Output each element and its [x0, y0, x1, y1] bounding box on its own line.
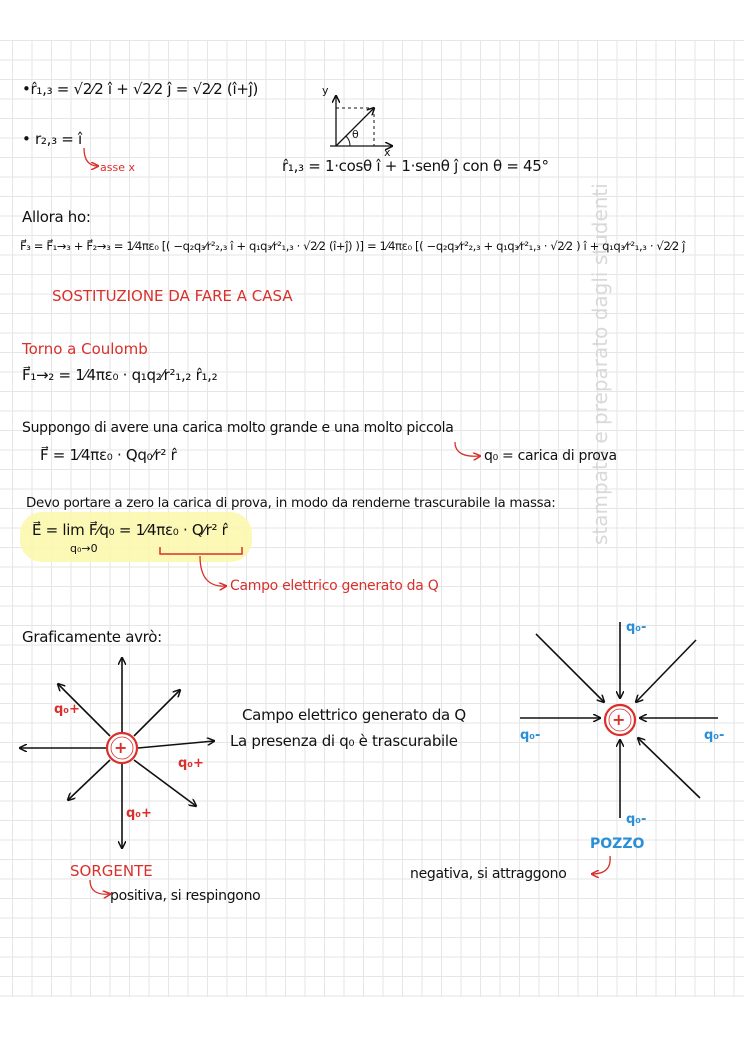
unit-vector-r23-line: • r₂,₃ = î: [22, 130, 82, 148]
force-sum-equation: F⃗₃ = F⃗₁→₃ + F⃗₂→₃ = 1⁄4πε₀ [( −q₂q₃⁄r²₂,₃ î + q₁q₃⁄r²₁,₃ · √2⁄2 (î+ĵ) )] = 1⁄4πε₀ [( −q₂q₃⁄r²₂,₃ + q₁q₃⁄r²₁,₃ · √2⁄2 ) î + q₁q₃⁄r²₁,₃ · √2⁄2 ĵ: [20, 239, 685, 253]
hook-arrow-sink: [592, 856, 610, 874]
source-center-sign: +: [114, 738, 128, 757]
sink-label-top: q₀-: [626, 620, 647, 635]
hook-arrow-field: [200, 556, 226, 586]
section-coulomb-title: Torno a Coulomb: [22, 340, 148, 358]
hook-arrow-axis: [84, 148, 98, 166]
watermark: stampato e preparato dagli studenti: [588, 183, 612, 545]
unit-vector-r13-line: •r̂₁,₃ = √2⁄2 î + √2⁄2 ĵ = √2⁄2 (î+ĵ): [22, 80, 259, 98]
source-description: positiva, si respingono: [110, 888, 261, 904]
axis-x-label: x: [384, 146, 391, 159]
test-charge-label-3: q₀+: [126, 806, 152, 821]
force-test-charge-equation: F⃗ = 1⁄4πε₀ · Qq₀⁄r² r̂: [40, 446, 177, 464]
sink-title: POZZO: [590, 836, 645, 852]
source-label: SORGENTE: [70, 862, 153, 880]
sink-label-left: q₀-: [520, 728, 541, 743]
sink-description: negativa, si attraggono: [410, 866, 567, 882]
zero-test-charge-line: Devo portare a zero la carica di prova, in modo da renderne trascurabile la massa:: [26, 496, 556, 511]
coulomb-law-equation: F⃗₁→₂ = 1⁄4πε₀ · q₁q₂⁄r²₁,₂ r̂₁,₂: [22, 366, 218, 384]
axis-note: asse x: [100, 161, 135, 174]
field-generated-note: Campo elettrico generato da Q: [230, 578, 439, 594]
field-caption-line1: Campo elettrico generato da Q: [242, 706, 466, 724]
electric-field-definition: E⃗ = lim F⃗⁄q₀ = 1⁄4πε₀ · Q⁄r² r̂: [32, 521, 228, 539]
hook-arrow-source: [90, 880, 110, 894]
test-charge-label-2: q₀+: [178, 756, 204, 771]
angle-label: θ: [352, 128, 359, 141]
limit-subscript: q₀→0: [70, 542, 98, 555]
axis-y-label: y: [322, 84, 329, 97]
sink-label-right: q₀-: [704, 728, 725, 743]
homework-note: SOSTITUZIONE DA FARE A CASA: [52, 287, 293, 305]
test-charge-label-1: q₀+: [54, 702, 80, 717]
sink-center-sign: +: [612, 710, 626, 729]
test-charge-definition: q₀ = carica di prova: [484, 448, 617, 464]
r13-components-line: r̂₁,₃ = 1·cosθ î + 1·senθ ĵ con θ = 45°: [282, 157, 549, 175]
allora-ho-line: Allora ho:: [22, 208, 91, 226]
sink-label-bottom: q₀-: [626, 812, 647, 827]
graphically-line: Graficamente avrò:: [22, 628, 162, 646]
small-axes-diagram: [330, 96, 392, 146]
hook-arrow-test-charge: [455, 442, 480, 456]
field-caption-line2: La presenza di q₀ è trascurabile: [230, 732, 458, 750]
big-small-charge-line: Suppongo di avere una carica molto grande e una molto piccola: [22, 420, 454, 436]
underbrace-field: [160, 547, 242, 554]
